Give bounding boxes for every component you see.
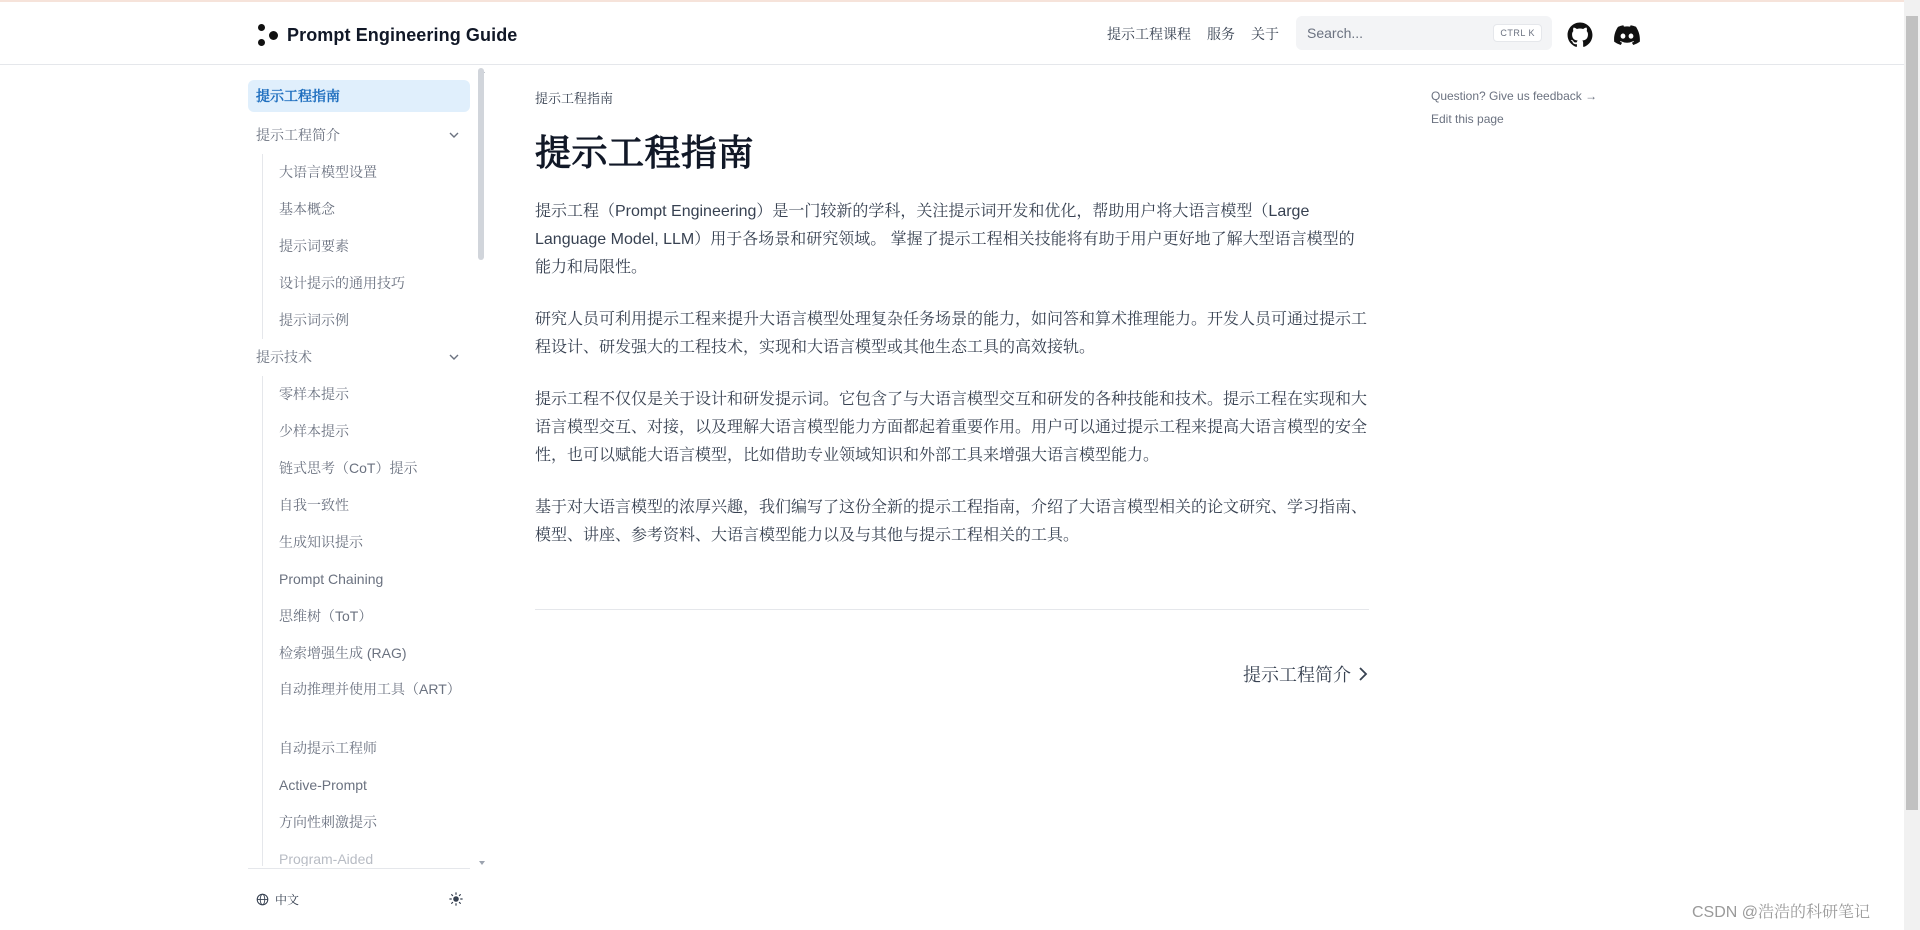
sidebar-section-label: 提示工程简介 [256,127,340,143]
page-title: 提示工程指南 [535,132,755,173]
sidebar-subitems-intro [262,154,470,339]
edit-page-link[interactable]: Edit this page [1431,112,1504,126]
sidebar-subitems-techniques [262,376,470,866]
sidebar-nav [248,66,488,866]
feedback-link[interactable]: Question? Give us feedback → [1431,89,1598,103]
next-page-link[interactable] [1234,661,1369,687]
main-content [535,88,1369,550]
sidebar-item-basics[interactable]: 基本概念 [279,201,335,217]
research-paragraph: 研究人员可利用提示工程来提升大语言模型处理复杂任务场景的能力，如问答和算术推理能力。开发人员可通过提示工程设计、研发强大的工程技术，实现和大语言模型或其他生态工具的高效接轨。 [535,311,1368,356]
brand-name: Prompt Engineering Guide [287,24,518,45]
watermark: CSDN @浩浩的科研笔记 [1692,904,1871,921]
discord-icon[interactable] [1614,22,1640,48]
sidebar-item-knowledge[interactable]: 生成知识提示 [279,534,363,550]
sidebar-footer [248,868,470,930]
sidebar-item-zeroshot[interactable]: 零样本提示 [279,386,349,402]
sidebar-section-intro[interactable] [248,117,470,154]
logo-icon [256,22,280,48]
intro-paragraph: 提示工程（Prompt Engineering）是一门较新的学科，关注提示词开发和优化，帮助用户将大语言模型（Large Language Model, LLM）用于各场景和研究领域。 掌握了提示工程相关技能将有助于用户更好地了解大型语言模型的能力和局限性。 [535,203,1355,276]
guide-paragraph: 基于对大语言模型的浓厚兴趣，我们编写了这份全新的提示工程指南，介绍了大语言模型相关的论文研究、学习指南、模型、讲座、参考资料、大语言模型能力以及与其他与提示工程相关的工具。 [535,499,1368,544]
sidebar-item-tips[interactable]: 设计提示的通用技巧 [279,275,405,291]
nav-link-services[interactable]: 服务 [1207,26,1235,42]
sidebar-item-dsp[interactable]: 方向性刺激提示 [279,814,377,830]
scope-paragraph: 提示工程不仅仅是关于设计和研发提示词。它包含了与大语言模型交互和研发的各种技能和技术。提示工程在实现和大语言模型交互、对接，以及理解大语言模型能力方面都起着重要作用。用户可以通过提示工程来提高大语言模型的安全性，也可以赋能大语言模型，比如借助专业领域知识和外部工具来增强大语言模型能力。 [535,391,1368,464]
sidebar-item-prompt-chaining[interactable]: Prompt Chaining [279,571,384,587]
search-shortcut-badge: CTRL K [1493,24,1542,42]
chevron-right-icon [1357,666,1369,682]
nav-link-courses[interactable]: 提示工程课程 [1107,26,1191,42]
breadcrumb: 提示工程指南 [535,91,614,106]
site-header [0,2,1904,65]
sidebar-item-consistency[interactable]: 自我一致性 [279,497,349,513]
sidebar-section-techniques[interactable] [248,339,470,376]
globe-icon [256,893,269,906]
sidebar-item-examples[interactable]: 提示词示例 [279,312,349,328]
sidebar-scroll-down-arrow[interactable] [479,861,485,865]
window-scrollbar-thumb[interactable] [1906,16,1918,810]
sidebar-section-label: 提示技术 [256,349,312,365]
sidebar-item-active-prompt[interactable]: Active-Prompt [279,777,367,793]
sidebar-item-guide[interactable]: 提示工程指南 [248,80,470,112]
language-switcher[interactable] [256,891,299,908]
logo-link[interactable] [256,22,517,48]
sidebar-item-rag[interactable]: 检索增强生成 (RAG) [279,645,407,661]
sidebar-item-elements[interactable]: 提示词要素 [279,238,349,254]
nav-link-about[interactable]: 关于 [1251,26,1279,42]
chevron-down-icon [448,129,460,141]
sidebar-scrollbar[interactable] [478,68,484,260]
search-input[interactable] [1307,25,1497,41]
search-box[interactable] [1296,16,1552,50]
sidebar-item-llm-settings[interactable]: 大语言模型设置 [279,164,377,180]
sidebar-item-ape[interactable]: 自动提示工程师 [279,740,377,756]
top-nav [1107,24,1295,44]
sidebar-item-cot[interactable]: 链式思考（CoT）提示 [279,460,418,476]
sidebar-item-fewshot[interactable]: 少样本提示 [279,423,349,439]
next-page-label: 提示工程简介 [1243,665,1351,685]
github-icon[interactable] [1567,22,1593,48]
content-divider [535,609,1369,610]
sidebar-item-art[interactable]: 自动推理并使用工具（ART） [279,681,461,697]
sidebar-item-pal[interactable]: Program-Aided [279,851,374,866]
language-label: 中文 [275,893,300,907]
sun-icon[interactable] [449,892,463,906]
sidebar-item-tot[interactable]: 思维树（ToT） [279,608,373,624]
toc-sidebar [1431,89,1597,135]
chevron-down-icon [448,351,460,363]
